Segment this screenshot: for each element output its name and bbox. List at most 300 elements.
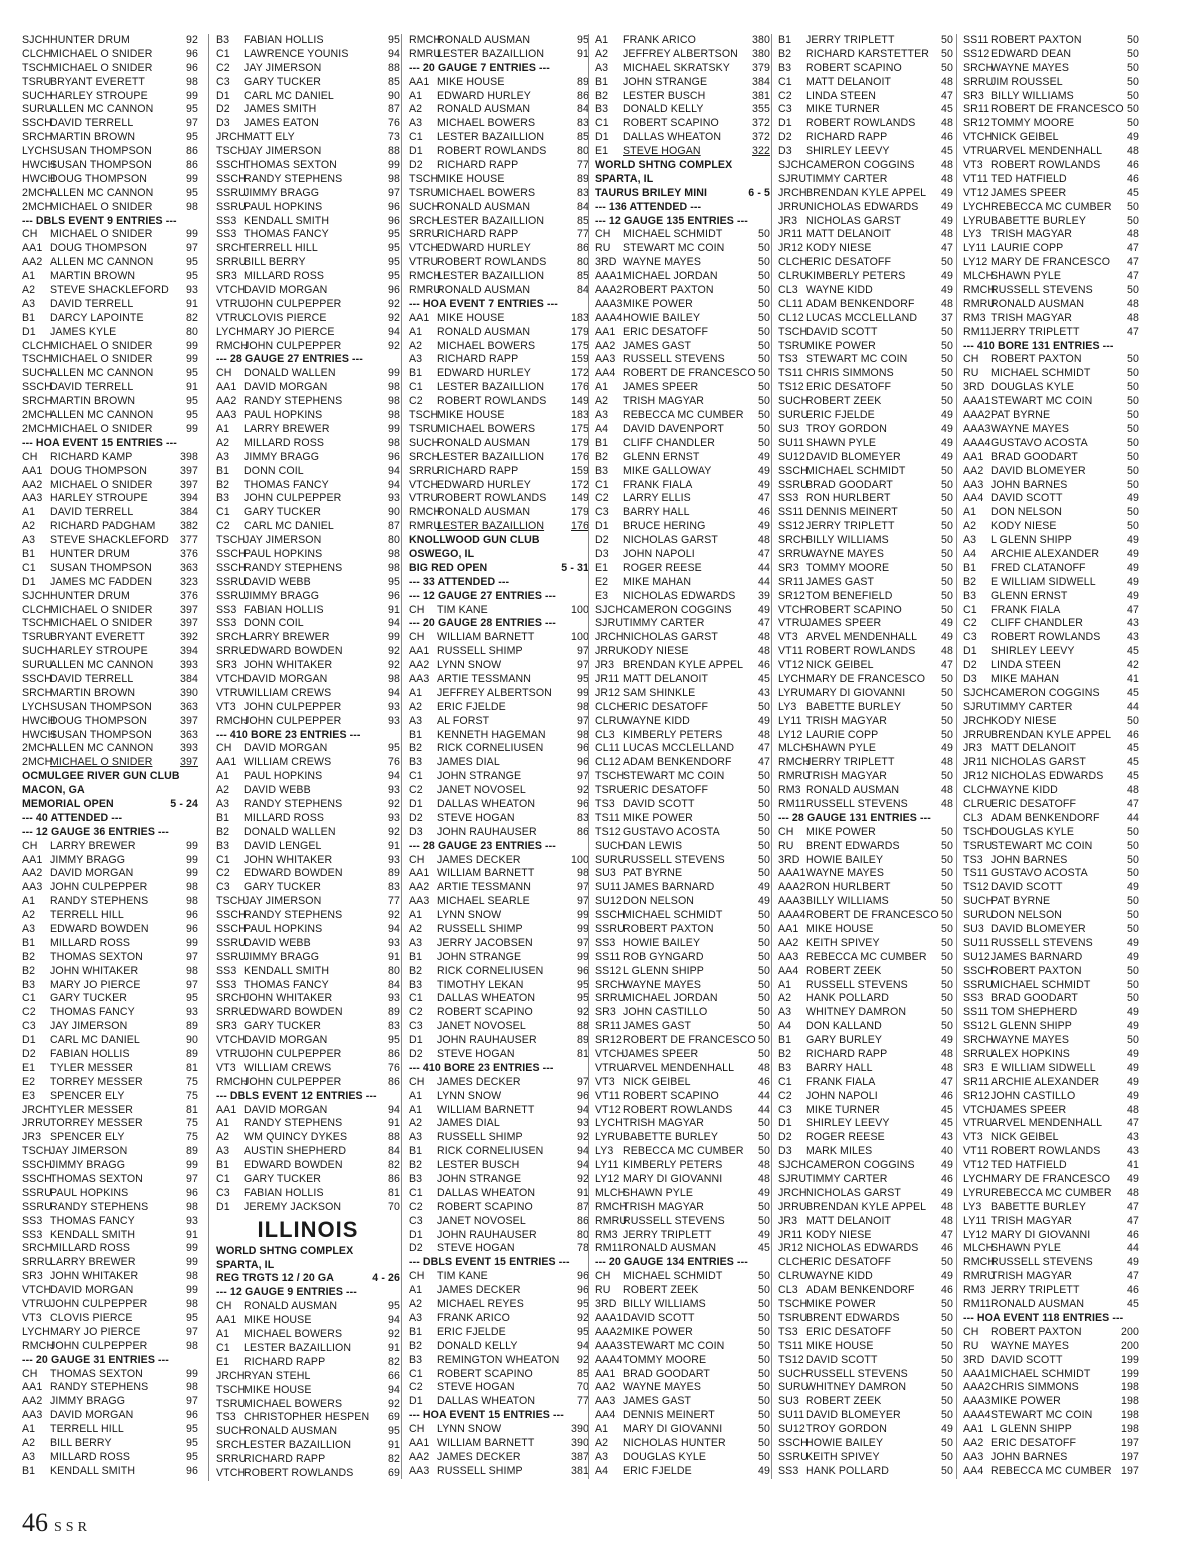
- class-code: CH: [216, 1300, 232, 1313]
- score: 50: [941, 603, 953, 616]
- class-code: SS3: [595, 936, 616, 949]
- score: 376: [180, 547, 198, 560]
- class-code: TSCH: [22, 61, 52, 74]
- shooter-name: DAVID TERRELL: [50, 381, 134, 394]
- result-row: [963, 1395, 1139, 1409]
- score: 50: [941, 575, 953, 588]
- score: 83: [388, 881, 400, 894]
- result-row: [22, 1298, 198, 1312]
- class-code: SS12: [778, 520, 805, 533]
- score: 50: [1127, 422, 1139, 435]
- shooter-name: MICHAEL JORDAN: [623, 992, 718, 1005]
- class-code: C1: [216, 1341, 230, 1354]
- score: 95: [577, 672, 589, 685]
- result-row: [963, 826, 1139, 840]
- class-code: A1: [595, 381, 609, 394]
- class-code: TSCH: [216, 534, 246, 547]
- result-row: [409, 631, 589, 645]
- score: 50: [758, 436, 770, 449]
- class-code: A2: [778, 992, 792, 1005]
- shooter-name: MIKE HOUSE: [806, 1339, 874, 1352]
- score: 197: [1121, 1464, 1139, 1477]
- result-row: [963, 937, 1139, 951]
- result-row: [216, 215, 400, 229]
- score: 75: [186, 1131, 198, 1144]
- result-row: [22, 103, 198, 117]
- shooter-name: JAMES DECKER: [437, 1075, 521, 1088]
- class-code: VTCH: [963, 1103, 993, 1116]
- result-row: [963, 534, 1139, 548]
- class-code: C1: [216, 47, 230, 60]
- shooter-name: BRENT EDWARDS: [806, 1311, 900, 1324]
- result-row: [778, 353, 953, 367]
- class-code: JR3: [595, 659, 615, 672]
- score: 93: [577, 1117, 589, 1130]
- shooter-name: PAUL HOPKINS: [244, 547, 323, 560]
- score: 47: [758, 756, 770, 769]
- score: 89: [388, 1006, 400, 1019]
- score: 92: [388, 339, 400, 352]
- score: 49: [1127, 131, 1139, 144]
- shooter-name: EDWARD HURLEY: [437, 89, 531, 102]
- class-code: SRRU: [963, 1048, 994, 1061]
- class-code: AA4: [595, 1409, 616, 1422]
- score: 48: [941, 784, 953, 797]
- score: 47: [941, 89, 953, 102]
- score: 81: [577, 1048, 589, 1061]
- shooter-name: DONALD KELLY: [437, 1339, 518, 1352]
- shooter-name: SAM SHINKLE: [623, 686, 696, 699]
- score: 384: [180, 506, 198, 519]
- class-code: LY11: [778, 714, 802, 727]
- result-row: [409, 1215, 589, 1229]
- result-row: [595, 1270, 770, 1284]
- shooter-name: BARRY HALL: [623, 506, 690, 519]
- score: 96: [577, 756, 589, 769]
- class-code: D1: [22, 325, 36, 338]
- score: 94: [388, 1103, 400, 1116]
- result-row: [409, 770, 589, 784]
- result-row: [595, 465, 770, 479]
- class-code: A1: [778, 978, 792, 991]
- shooter-name: JERRY JACOBSEN: [437, 936, 533, 949]
- shooter-name: ERIC DESATOFF: [623, 784, 709, 797]
- shooter-name: MICHAEL SCHMIDT: [991, 1367, 1091, 1380]
- class-code: RU: [595, 1284, 611, 1297]
- class-code: A1: [216, 1328, 230, 1341]
- score: 46: [941, 1284, 953, 1297]
- result-row: [778, 756, 953, 770]
- score: 45: [1127, 686, 1139, 699]
- shooter-name: WILLIAM BARNETT: [437, 1436, 535, 1449]
- score: 48: [1127, 297, 1139, 310]
- class-code: VT11: [963, 1145, 988, 1158]
- score: 50: [758, 1131, 770, 1144]
- score: 179: [571, 325, 589, 338]
- score: 96: [186, 1186, 198, 1199]
- score: 398: [180, 450, 198, 463]
- result-row: [963, 1034, 1139, 1048]
- shooter-name: TED HATFIELD: [991, 1159, 1067, 1172]
- class-code: B1: [216, 1159, 230, 1172]
- score: 50: [758, 1311, 770, 1324]
- shooter-name: MICHAEL BOWERS: [437, 186, 536, 199]
- shooter-name: RONALD AUSMAN: [437, 103, 531, 116]
- result-row: [778, 840, 953, 854]
- class-code: D2: [963, 659, 977, 672]
- result-row: [963, 1354, 1139, 1368]
- score: 94: [388, 464, 400, 477]
- score: 97: [186, 242, 198, 255]
- shooter-name: MIKE POWER: [806, 339, 876, 352]
- score: 76: [388, 117, 400, 130]
- event-header: --- 20 GAUGE 31 ENTRIES ---: [22, 1353, 169, 1366]
- score: 82: [388, 1159, 400, 1172]
- shooter-name: DALLAS WHEATON: [623, 131, 722, 144]
- score: 99: [186, 853, 198, 866]
- score: 50: [1127, 89, 1139, 102]
- shooter-name: STEWART MC COIN: [623, 242, 725, 255]
- shooter-name: JOHN NAPOLI: [623, 547, 695, 560]
- shooter-name: JERRY TRIPLETT: [991, 1284, 1080, 1297]
- result-row: [778, 1437, 953, 1451]
- shooter-name: ROBERT DE FRANCESCO: [623, 367, 756, 380]
- class-code: RMCH: [595, 1200, 628, 1213]
- class-code: SRRU: [216, 256, 247, 269]
- shooter-name: GARY BURLEY: [806, 1034, 883, 1047]
- score: 98: [186, 1298, 198, 1311]
- shooter-name: MICHAEL O SNIDER: [50, 47, 153, 60]
- class-code: JRCH: [216, 131, 245, 144]
- class-code: JR12: [778, 242, 804, 255]
- shooter-name: REBECCA MC CUMBER: [991, 200, 1112, 213]
- class-code: D3: [595, 547, 609, 560]
- class-code: B1: [22, 311, 36, 324]
- result-row: [963, 729, 1139, 743]
- class-code: AAA2: [778, 881, 806, 894]
- class-code: C2: [409, 395, 423, 408]
- score: 41: [1127, 1159, 1139, 1172]
- score: 46: [941, 131, 953, 144]
- result-row: [595, 381, 770, 395]
- class-code: SUCH: [409, 436, 440, 449]
- shooter-name: NICHOLAS EDWARDS: [991, 770, 1104, 783]
- class-code: HWCH: [22, 159, 56, 172]
- shooter-name: RUSSELL SHIMP: [437, 645, 523, 658]
- shooter-name: RANDY STEPHENS: [244, 909, 343, 922]
- result-row: [216, 798, 400, 812]
- class-code: SSRU: [216, 200, 246, 213]
- class-code: RMCH: [409, 506, 442, 519]
- shooter-name: DAVID WEBB: [244, 936, 311, 949]
- score: 50: [941, 520, 953, 533]
- score: 90: [388, 89, 400, 102]
- score: 98: [186, 964, 198, 977]
- shooter-name: BRENDAN KYLE APPEL: [806, 186, 927, 199]
- score: 89: [186, 1048, 198, 1061]
- score: 99: [186, 1242, 198, 1255]
- result-row: [216, 909, 400, 923]
- shooter-name: RONALD AUSMAN: [437, 200, 531, 213]
- shooter-name: NICHOLAS GARST: [991, 756, 1086, 769]
- class-code: SJCH: [595, 603, 624, 616]
- result-row: [963, 840, 1139, 854]
- class-code: B1: [22, 547, 36, 560]
- shooter-name: NICK GEIBEL: [991, 131, 1059, 144]
- score: 48: [758, 1061, 770, 1074]
- score: 48: [758, 728, 770, 741]
- score: 49: [1127, 1173, 1139, 1186]
- shooter-name: HOWIE BAILEY: [623, 936, 701, 949]
- shooter-name: DAVID TERRELL: [50, 506, 134, 519]
- class-code: AAA3: [963, 1395, 991, 1408]
- class-code: LYCH: [22, 1325, 50, 1338]
- class-code: VTCH: [409, 478, 439, 491]
- class-code: B3: [409, 1353, 423, 1366]
- shooter-name: DONN COIL: [244, 464, 304, 477]
- result-row: [409, 1437, 589, 1451]
- class-code: A3: [22, 534, 36, 547]
- shooter-name: MATT DELANOIT: [806, 228, 892, 241]
- result-row: [409, 506, 589, 520]
- class-code: CLRU: [778, 1270, 808, 1283]
- result-row: [778, 1229, 953, 1243]
- score: 95: [388, 256, 400, 269]
- shooter-name: ROBERT ZEEK: [806, 1395, 882, 1408]
- result-row: [409, 215, 589, 229]
- result-row: [409, 1381, 589, 1395]
- result-row: [963, 520, 1139, 534]
- result-row: [778, 1215, 953, 1229]
- score: 95: [388, 242, 400, 255]
- class-code: VTRU: [216, 686, 246, 699]
- shooter-name: SHIRLEY LEEVY: [991, 645, 1075, 658]
- result-row: [963, 909, 1139, 923]
- result-row: [216, 298, 400, 312]
- shooter-name: SHAWN PYLE: [991, 270, 1062, 283]
- score: 50: [758, 1270, 770, 1283]
- result-row: [409, 1090, 589, 1104]
- shooter-name: REBECCA MC CUMBER: [806, 950, 927, 963]
- score: 50: [758, 1117, 770, 1130]
- result-row: [963, 492, 1139, 506]
- result-row: [595, 1242, 770, 1256]
- result-row: [963, 465, 1139, 479]
- class-code: MLCH: [963, 1242, 994, 1255]
- class-code: A2: [22, 284, 36, 297]
- shooter-name: TROY GORDON: [806, 422, 887, 435]
- score: 50: [758, 964, 770, 977]
- class-code: B2: [963, 575, 977, 588]
- class-code: 2MCH: [22, 200, 53, 213]
- score: 50: [941, 339, 953, 352]
- shooter-name: MARY DE FRANCESCO: [991, 256, 1111, 269]
- score: 97: [186, 1325, 198, 1338]
- shooter-name: JIMMY BRAGG: [244, 589, 320, 602]
- score: 48: [941, 645, 953, 658]
- shooter-name: ROBERT SCAPINO: [623, 117, 719, 130]
- score: 380: [752, 34, 770, 46]
- class-code: CLCH: [22, 47, 52, 60]
- shooter-name: TIMMY CARTER: [806, 1173, 888, 1186]
- shooter-name: DAVID MORGAN: [244, 672, 328, 685]
- class-code: A2: [409, 923, 423, 935]
- result-row: [778, 576, 953, 590]
- score: 50: [941, 1298, 953, 1311]
- result-row: [22, 659, 198, 673]
- result-row: [778, 506, 953, 520]
- shooter-name: MIKE POWER: [806, 1298, 876, 1311]
- class-code: B1: [778, 34, 792, 46]
- score: 98: [186, 895, 198, 908]
- shooter-name: TIM KANE: [437, 603, 488, 616]
- shooter-name: BABETTE BURLEY: [623, 1131, 719, 1144]
- shooter-name: JERRY TRIPLETT: [806, 756, 895, 769]
- shoot-info: [216, 1245, 400, 1259]
- shooter-name: CARL MC DANIEL: [50, 1034, 140, 1047]
- shooter-name: SHAWN PYLE: [623, 1186, 694, 1199]
- score: 69: [388, 1411, 400, 1424]
- class-code: SRCH: [216, 631, 247, 644]
- shooter-name: ROBERT PAXTON: [623, 284, 714, 297]
- class-code: A2: [22, 909, 36, 922]
- shooter-name: ROBERT ROWLANDS: [806, 117, 916, 130]
- class-code: A2: [22, 520, 36, 533]
- class-code: VT11: [778, 645, 803, 658]
- shooter-name: TRISH MAGYAR: [991, 1214, 1073, 1227]
- shooter-name: JIMMY BRAGG: [50, 1395, 126, 1408]
- class-code: D1: [409, 145, 423, 158]
- result-row: [22, 854, 198, 868]
- score: 50: [941, 61, 953, 74]
- shooter-name: SUSAN THOMPSON: [50, 145, 152, 158]
- score: 44: [1127, 811, 1139, 824]
- score: 96: [186, 1409, 198, 1422]
- shooter-name: JOHN WHITAKER: [244, 992, 333, 1005]
- score: 91: [388, 1439, 400, 1452]
- shooter-name: BILLY WILLIAMS: [806, 534, 889, 547]
- score: 390: [571, 1423, 589, 1436]
- result-row: [963, 270, 1139, 284]
- class-code: A3: [409, 1311, 423, 1324]
- score: 83: [577, 117, 589, 130]
- result-row: [595, 284, 770, 298]
- shooter-name: RICHARD RAPP: [437, 159, 519, 172]
- result-row: [216, 465, 400, 479]
- score: 87: [388, 520, 400, 533]
- shooter-name: ROBERT ROWLANDS: [991, 1145, 1101, 1158]
- score: 96: [388, 214, 400, 227]
- class-code: C3: [409, 1214, 423, 1227]
- result-row: [409, 437, 589, 451]
- shooter-name: KODY NIESE: [991, 520, 1057, 533]
- class-code: TSCH: [22, 1145, 52, 1158]
- result-row: [22, 909, 198, 923]
- score: 75: [186, 1117, 198, 1130]
- shooter-name: JERRY TRIPLETT: [806, 34, 895, 46]
- result-row: [963, 242, 1139, 256]
- result-row: [595, 923, 770, 937]
- result-row: [595, 340, 770, 354]
- score: 94: [388, 617, 400, 630]
- shooter-name: JOHN CULPEPPER: [50, 881, 148, 894]
- class-code: CH: [409, 1423, 425, 1436]
- score: 98: [186, 200, 198, 213]
- shooter-name: WAYNE MAYES: [623, 978, 702, 991]
- result-row: [963, 1256, 1139, 1270]
- shooter-name: ADAM BENKENDORF: [806, 1284, 915, 1297]
- results-column-6: [956, 34, 1139, 1479]
- shooter-name: MICHAEL O SNIDER: [50, 756, 153, 769]
- class-code: AA1: [216, 381, 237, 394]
- shooter-name: MIKE HOUSE: [244, 1314, 312, 1327]
- class-code: JRCH: [22, 1103, 51, 1116]
- score: 48: [1127, 145, 1139, 158]
- score: 47: [1127, 1117, 1139, 1130]
- result-row: [216, 395, 400, 409]
- class-code: TSCH: [409, 172, 439, 185]
- class-code: TSCH: [22, 353, 52, 366]
- score: 41: [1127, 672, 1139, 685]
- shooter-name: MICHAEL O SNIDER: [50, 603, 153, 616]
- shooter-name: MICHAEL BOWERS: [437, 117, 536, 130]
- class-code: AA1: [409, 311, 430, 324]
- class-code: C2: [963, 617, 977, 630]
- class-code: SR11: [963, 1075, 990, 1088]
- result-row: [22, 1451, 198, 1465]
- shooter-name: JAMES DECKER: [437, 1284, 521, 1297]
- class-code: A4: [778, 1020, 792, 1033]
- score: 77: [577, 1395, 589, 1408]
- class-code: SSCH: [216, 547, 246, 560]
- result-row: [963, 145, 1139, 159]
- score: 50: [1127, 714, 1139, 727]
- shooter-name: DALLAS WHEATON: [437, 797, 536, 810]
- class-code: SRRU: [216, 1453, 247, 1466]
- score: 85: [577, 1367, 589, 1380]
- result-row: [595, 437, 770, 451]
- result-row: [216, 742, 400, 756]
- class-code: TS11: [595, 811, 620, 824]
- result-row: [216, 1159, 400, 1173]
- shooter-name: EDWARD BOWDEN: [244, 1159, 343, 1172]
- result-row: [22, 1409, 198, 1423]
- result-row: [963, 451, 1139, 465]
- class-code: SR3: [963, 89, 984, 102]
- class-code: VTRU: [409, 256, 439, 269]
- score: 50: [941, 561, 953, 574]
- class-code: A1: [595, 34, 609, 46]
- shoot-info-text: SPARTA, IL: [216, 1258, 275, 1271]
- shooter-name: JOHN CASTILLO: [623, 1006, 708, 1019]
- class-code: A2: [595, 395, 609, 408]
- class-code: AA2: [963, 464, 984, 477]
- score: 96: [186, 923, 198, 935]
- result-row: [22, 1062, 198, 1076]
- shooter-name: ALLEN MC CANNON: [50, 103, 154, 116]
- shooter-name: STEVE HOGAN: [437, 811, 515, 824]
- class-code: SJCH: [778, 159, 807, 172]
- shooter-name: MATT DELANOIT: [623, 672, 709, 685]
- result-row: [216, 62, 400, 76]
- result-row: [963, 631, 1139, 645]
- score: 86: [388, 1173, 400, 1186]
- shooter-name: MILLARD ROSS: [50, 1242, 131, 1255]
- result-row: [595, 1340, 770, 1354]
- class-code: RMCH: [963, 284, 996, 297]
- result-row: [22, 1270, 198, 1284]
- result-row: [778, 631, 953, 645]
